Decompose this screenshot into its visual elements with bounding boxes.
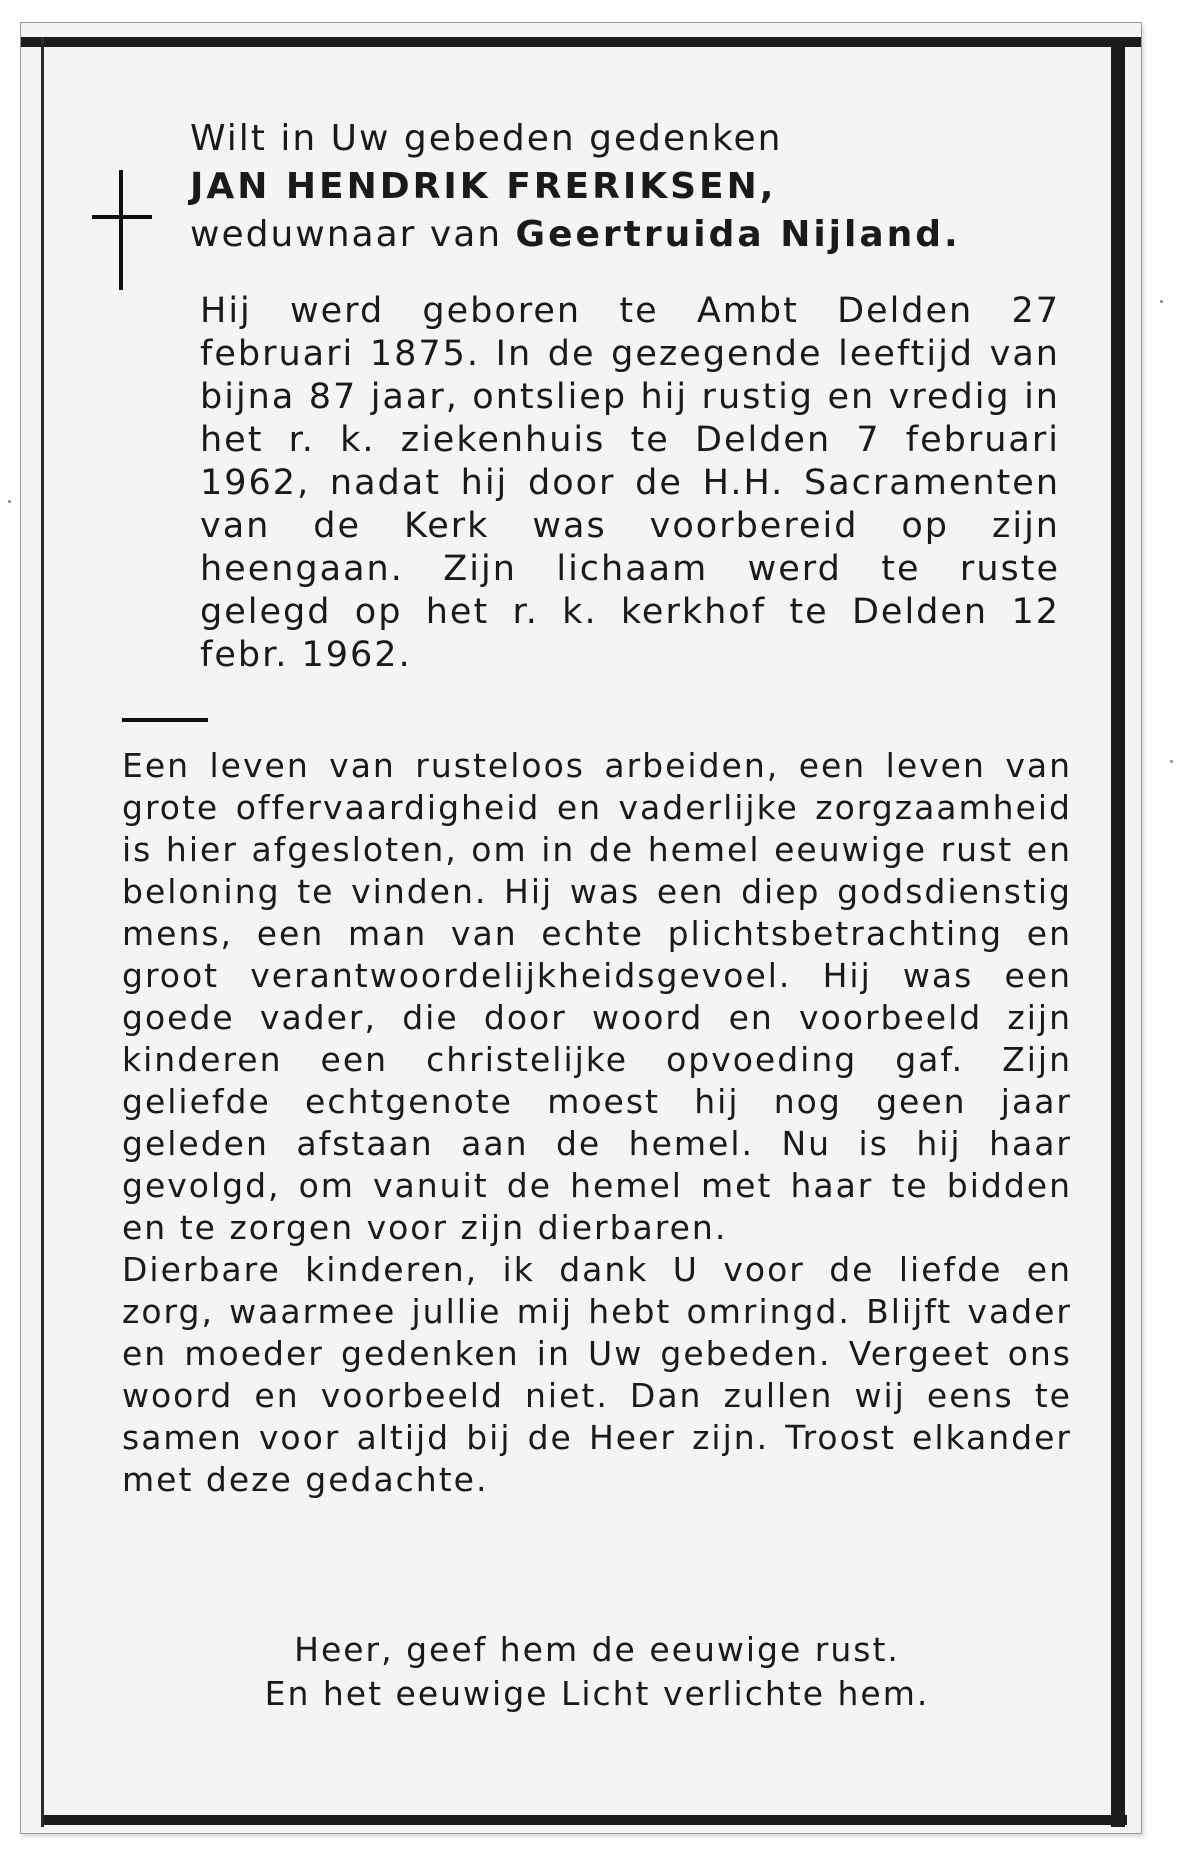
tribute-block [122,745,1072,1501]
scan-speck [1160,300,1163,303]
card-border-top [21,37,1141,47]
widower-line [190,211,1070,259]
tribute-paragraph: Dierbare kinderen, ik dank U voor de liefde en zorg, waarmee jullie mij hebt omringd. Blijft vader en moeder gedenken in Uw gebeden. Vergeet ons woord en voorbeeld niet. Dan zullen wij eens te samen voor altijd bij de Heer zijn. Troost elkander met deze gedachte. [122,1250,1072,1499]
intro-line: Wilt in Uw gebeden gedenken [190,118,783,159]
widower-prefix: weduwnaar van [190,214,503,255]
intro-block [190,115,1070,259]
spouse-name: Geertruida Nijland. [515,214,961,255]
card-border-right [1111,37,1125,1827]
deceased-name: JAN HENDRIK FRERIKSEN, [190,166,777,207]
scan-speck [8,500,11,503]
closing-prayer [122,1628,1072,1716]
prayer-line: Heer, geef hem de eeuwige rust. [294,1630,900,1669]
prayer-line: En het eeuwige Licht verlichte hem. [264,1674,930,1713]
section-divider [122,718,208,722]
biography-text: Hij werd geboren te Ambt Delden 27 februari 1875. In de gezegende leeftijd van bijna 87 jaar, ontsliep hij rustig en vredig in het r. k. ziekenhuis te Delden 7 februari 1962, nadat hij door de H.H. Sacramenten van de Kerk was voorbereid op zijn heengaan. Zijn lichaam werd te ruste gelegd op het r. k. kerkhof te Delden 12 febr. 1962. [200,291,1060,675]
scan-speck [1170,760,1173,763]
tribute-paragraph: Een leven van rusteloos arbeiden, een leven van grote offervaardigheid en vaderlijke zorgzaamheid is hier afgesloten, om in de hemel eeuwige rust en beloning te vinden. Hij was een diep godsdienstig mens, een man van echte plichtsbetrachting en groot verantwoordelijkheidsgevoel. Hij was een goede vader, die door woord en voorbeeld zijn kinderen een christelijke opvoeding gaf. Zijn geliefde echtgenote moest hij nog geen jaar geleden afstaan aan de hemel. Nu is hij haar gevolgd, om vanuit de hemel met haar te bidden en te zorgen voor zijn dierbaren. [122,746,1072,1247]
card-border-left [41,37,44,1827]
latin-cross-icon [92,170,152,290]
card-border-bottom [41,1815,1127,1825]
